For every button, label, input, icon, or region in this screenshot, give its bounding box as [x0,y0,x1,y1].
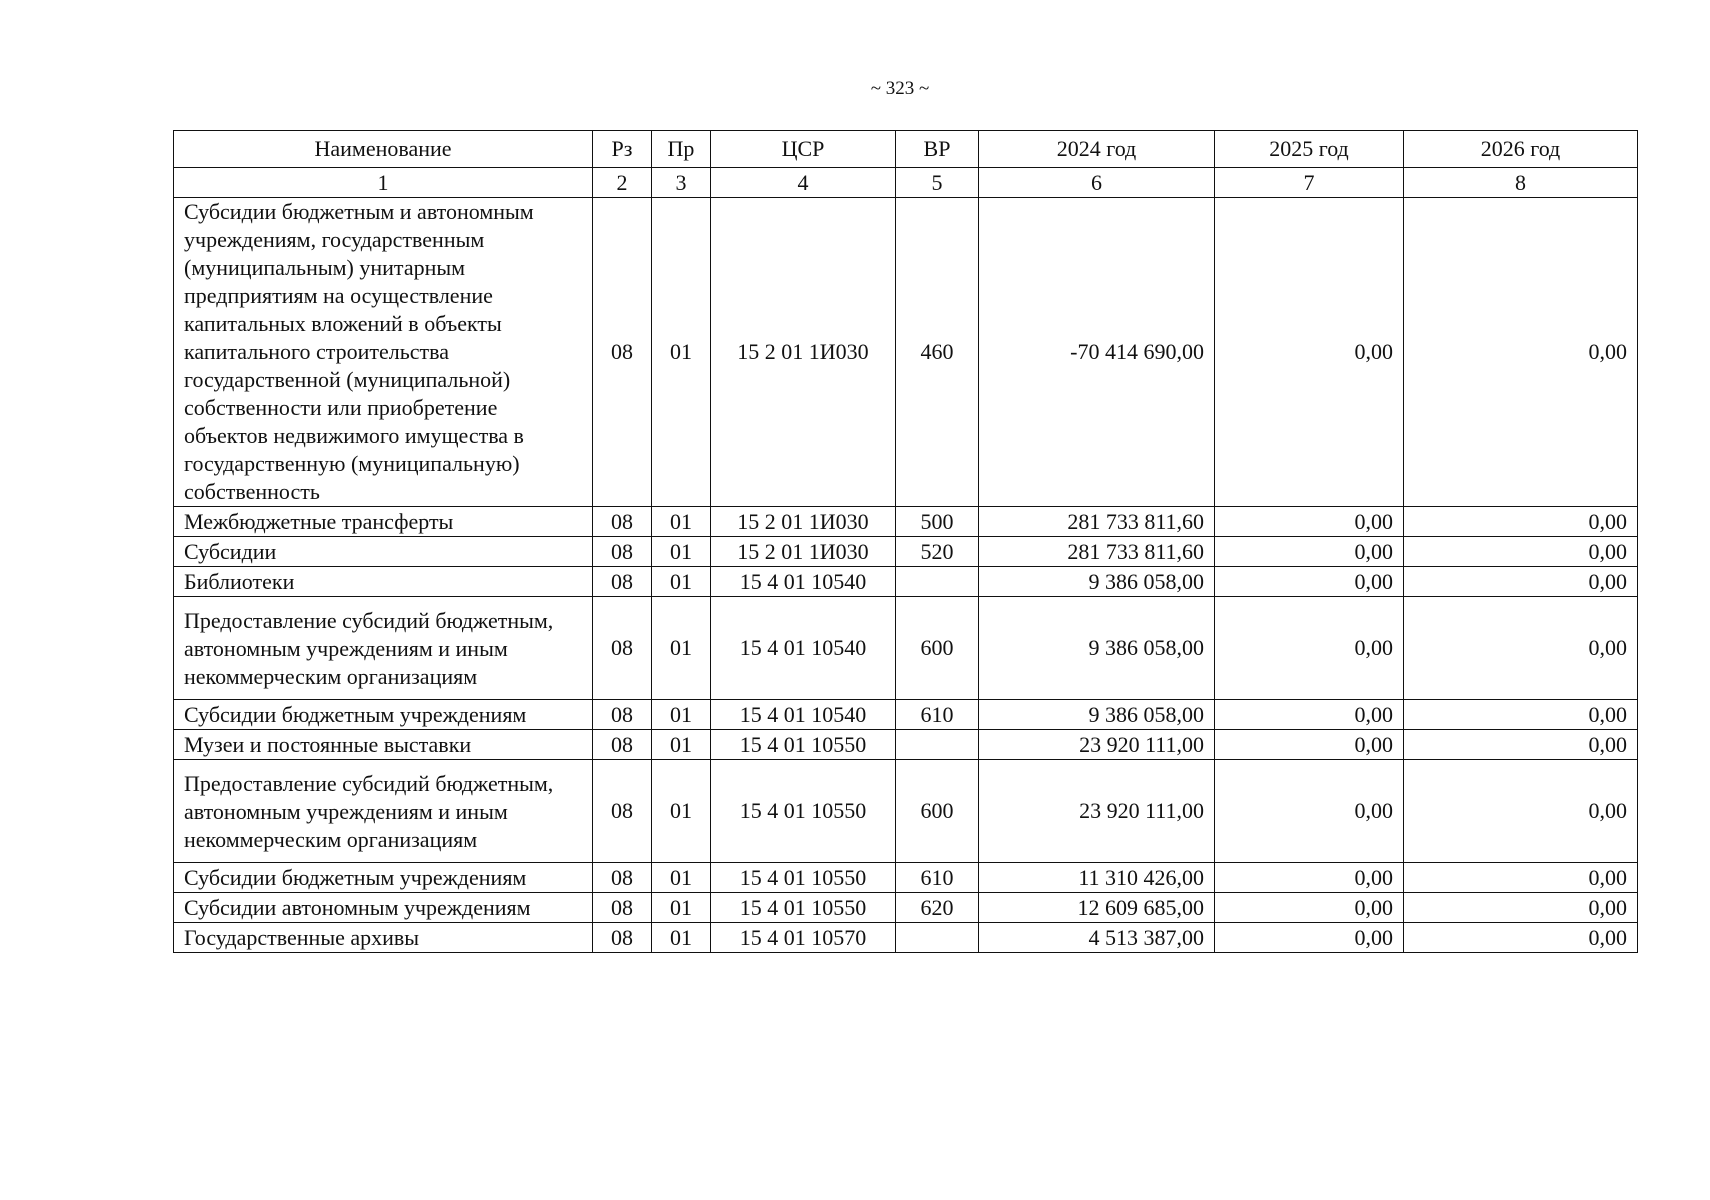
row-2026: 0,00 [1404,893,1638,923]
row-2026: 0,00 [1404,567,1638,597]
row-vr: 600 [896,760,979,863]
row-2024: 9 386 058,00 [979,700,1215,730]
table-row [174,893,1638,923]
row-name: Предоставление субсидий бюджетным, автономным учреждениям и иным некоммерческим организациям [174,597,593,700]
row-vr: 520 [896,537,979,567]
row-2025: 0,00 [1215,507,1404,537]
row-2025: 0,00 [1215,923,1404,953]
table-row [174,923,1638,953]
row-vr: 620 [896,893,979,923]
row-name: Субсидии автономным учреждениям [174,893,593,923]
row-2025: 0,00 [1215,863,1404,893]
column-number-row [174,168,1638,198]
row-2025: 0,00 [1215,597,1404,700]
table-row [174,863,1638,893]
row-vr [896,923,979,953]
column-number: 2 [593,168,652,198]
row-csr: 15 4 01 10550 [711,730,896,760]
row-vr: 460 [896,198,979,507]
row-2024: 11 310 426,00 [979,863,1215,893]
row-2024: 12 609 685,00 [979,893,1215,923]
row-csr: 15 2 01 1И030 [711,537,896,567]
header-pr: Пр [652,131,711,168]
row-rz: 08 [593,597,652,700]
row-vr: 610 [896,863,979,893]
table-row [174,507,1638,537]
row-name: Государственные архивы [174,923,593,953]
table-row [174,730,1638,760]
row-pr: 01 [652,863,711,893]
row-2026: 0,00 [1404,730,1638,760]
row-pr: 01 [652,923,711,953]
header-vr: ВР [896,131,979,168]
row-csr: 15 2 01 1И030 [711,198,896,507]
row-csr: 15 2 01 1И030 [711,507,896,537]
row-2025: 0,00 [1215,198,1404,507]
row-2024: 9 386 058,00 [979,597,1215,700]
row-vr [896,567,979,597]
row-rz: 08 [593,700,652,730]
table-row [174,760,1638,863]
column-number: 1 [174,168,593,198]
row-vr: 610 [896,700,979,730]
budget-table [173,130,1638,953]
header-2026: 2026 год [1404,131,1638,168]
row-rz: 08 [593,567,652,597]
row-csr: 15 4 01 10550 [711,760,896,863]
table-row [174,700,1638,730]
column-number: 6 [979,168,1215,198]
row-rz: 08 [593,760,652,863]
row-2026: 0,00 [1404,198,1638,507]
row-2026: 0,00 [1404,863,1638,893]
row-2026: 0,00 [1404,507,1638,537]
row-rz: 08 [593,537,652,567]
table-row [174,567,1638,597]
row-2026: 0,00 [1404,537,1638,567]
row-csr: 15 4 01 10540 [711,567,896,597]
row-rz: 08 [593,198,652,507]
row-csr: 15 4 01 10570 [711,923,896,953]
row-name: Субсидии бюджетным и автономным учреждениям, государственным (муниципальным) унитарным предприятиям на осуществление капитальных вложений в объекты капитального строительства государственной (муниципальной) собственности или приобретение объектов недвижимого имущества в государственную (муниципальную) собственность [174,198,593,507]
row-2025: 0,00 [1215,893,1404,923]
row-2024: 4 513 387,00 [979,923,1215,953]
row-csr: 15 4 01 10540 [711,597,896,700]
row-name: Межбюджетные трансферты [174,507,593,537]
row-rz: 08 [593,923,652,953]
row-pr: 01 [652,537,711,567]
row-name: Музеи и постоянные выставки [174,730,593,760]
row-2026: 0,00 [1404,760,1638,863]
column-number: 7 [1215,168,1404,198]
header-row [174,131,1638,168]
header-2025: 2025 год [1215,131,1404,168]
row-pr: 01 [652,597,711,700]
row-2026: 0,00 [1404,923,1638,953]
row-rz: 08 [593,863,652,893]
row-pr: 01 [652,198,711,507]
table-row [174,198,1638,507]
row-2024: 281 733 811,60 [979,537,1215,567]
row-2025: 0,00 [1215,567,1404,597]
row-vr [896,730,979,760]
row-2024: 23 920 111,00 [979,760,1215,863]
header-rz: Рз [593,131,652,168]
table-row [174,597,1638,700]
row-pr: 01 [652,700,711,730]
table-row [174,537,1638,567]
row-pr: 01 [652,507,711,537]
column-number: 3 [652,168,711,198]
row-2024: 9 386 058,00 [979,567,1215,597]
column-number: 4 [711,168,896,198]
row-csr: 15 4 01 10550 [711,893,896,923]
row-name: Предоставление субсидий бюджетным, автономным учреждениям и иным некоммерческим организациям [174,760,593,863]
row-pr: 01 [652,760,711,863]
row-2026: 0,00 [1404,700,1638,730]
header-2024: 2024 год [979,131,1215,168]
row-2025: 0,00 [1215,537,1404,567]
header-csr: ЦСР [711,131,896,168]
row-2026: 0,00 [1404,597,1638,700]
row-rz: 08 [593,893,652,923]
row-vr: 500 [896,507,979,537]
row-rz: 08 [593,507,652,537]
column-number: 8 [1404,168,1638,198]
row-rz: 08 [593,730,652,760]
header-name: Наименование [174,131,593,168]
column-number: 5 [896,168,979,198]
row-name: Субсидии бюджетным учреждениям [174,863,593,893]
row-name: Субсидии бюджетным учреждениям [174,700,593,730]
table-body [174,198,1638,953]
row-vr: 600 [896,597,979,700]
page-number: ~ 323 ~ [870,78,930,99]
row-pr: 01 [652,730,711,760]
row-name: Библиотеки [174,567,593,597]
row-2025: 0,00 [1215,760,1404,863]
row-2024: 281 733 811,60 [979,507,1215,537]
row-csr: 15 4 01 10540 [711,700,896,730]
row-2025: 0,00 [1215,700,1404,730]
row-2024: -70 414 690,00 [979,198,1215,507]
row-name: Субсидии [174,537,593,567]
row-2024: 23 920 111,00 [979,730,1215,760]
row-pr: 01 [652,893,711,923]
row-csr: 15 4 01 10550 [711,863,896,893]
row-2025: 0,00 [1215,730,1404,760]
row-pr: 01 [652,567,711,597]
